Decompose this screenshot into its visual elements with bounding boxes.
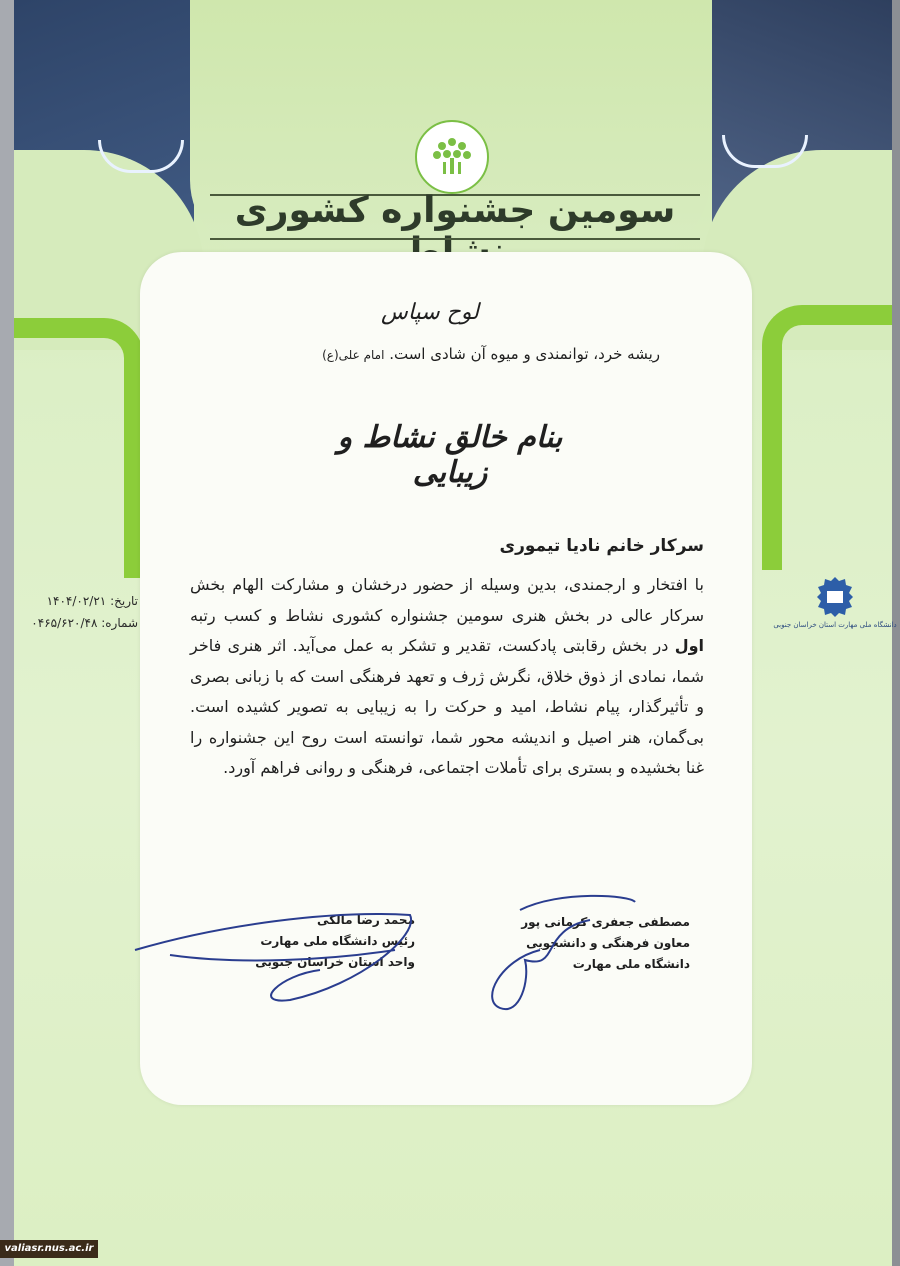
number-value: ۰۴۶۵/۶۲۰/۴۸ [31, 616, 98, 630]
quote-attribution: امام علی(ع) [322, 348, 385, 362]
quote-text: ریشه خرد، توانمندی و میوه آن شادی است. [389, 345, 660, 363]
reference-box [18, 590, 138, 634]
date-row [18, 590, 138, 612]
signatory-org-right: دانشگاه ملی مهارت [572, 957, 690, 971]
body-part-2: در بخش رقابتی پادکست، تقدیر و تشکر به عمل می‌آید. اثر هنری فاخر شما، نمادی از ذوق خلاق، نگرش ژرف و تعهد فرهنگی است که با زبانی بصری و تأثیرگذار، پیام نشاط، امید و حرکت را به زیبایی به تصویر کشیده است. بی‌گمان، هنر اصیل و اندیشه محور شما، توانسته است روح این جشنواره را غنا بخشیده و بستری برای تأملات اجتماعی، فرهنگی و روانی فراهم آورد. [190, 636, 704, 777]
plaque-title: لوح سپاس [381, 300, 479, 325]
number-label: شماره: [101, 616, 138, 630]
date-value: ۱۴۰۴/۰۲/۲۱ [46, 594, 107, 608]
date-label: تاریخ: [110, 594, 138, 608]
decor-green-bracket-left [14, 318, 144, 578]
signatory-org-left: واحد استان خراسان جنوبی [255, 955, 415, 969]
signatory-name-left: محمد رضا مالکی [317, 913, 415, 927]
quote-line [240, 345, 660, 363]
title-rule-bottom [210, 238, 700, 240]
signatory-role-left: رئیس دانشگاه ملی مهارت [260, 934, 415, 948]
handwritten-signature-right [480, 890, 650, 1020]
festival-tree-logo-icon [415, 120, 489, 194]
certificate-body [190, 570, 704, 784]
signatory-name-right: مصطفی جعفری کرمانی پور [521, 915, 690, 929]
recipient-name: سرکار خانم نادیا تیموری [499, 536, 704, 556]
university-logo [773, 575, 897, 645]
frame-left-edge [0, 0, 14, 1266]
university-emblem-icon [815, 575, 855, 619]
frame-right-edge [892, 0, 900, 1266]
decor-green-bracket-right [762, 305, 892, 570]
source-watermark: valiasr.nus.ac.ir [0, 1240, 98, 1258]
bismillah-heading: بنام خالق نشاط و زیبایی [337, 420, 563, 490]
festival-title: سومین جشنواره کشوری [234, 190, 676, 231]
number-row [18, 612, 138, 634]
body-rank: اول [674, 636, 704, 655]
body-part-1: با افتخار و ارجمندی، بدین وسیله از حضور درخشان و مشارکت الهام بخش سرکار عالی در بخش هنری سومین جشنواره کشوری نشاط و کسب رتبه [190, 575, 704, 625]
handwritten-signature-left [130, 905, 430, 1015]
university-logo-caption: دانشگاه ملی مهارت استان خراسان جنوبی [773, 621, 897, 629]
signatory-role-right: معاون فرهنگی و دانشجویی [526, 936, 690, 950]
